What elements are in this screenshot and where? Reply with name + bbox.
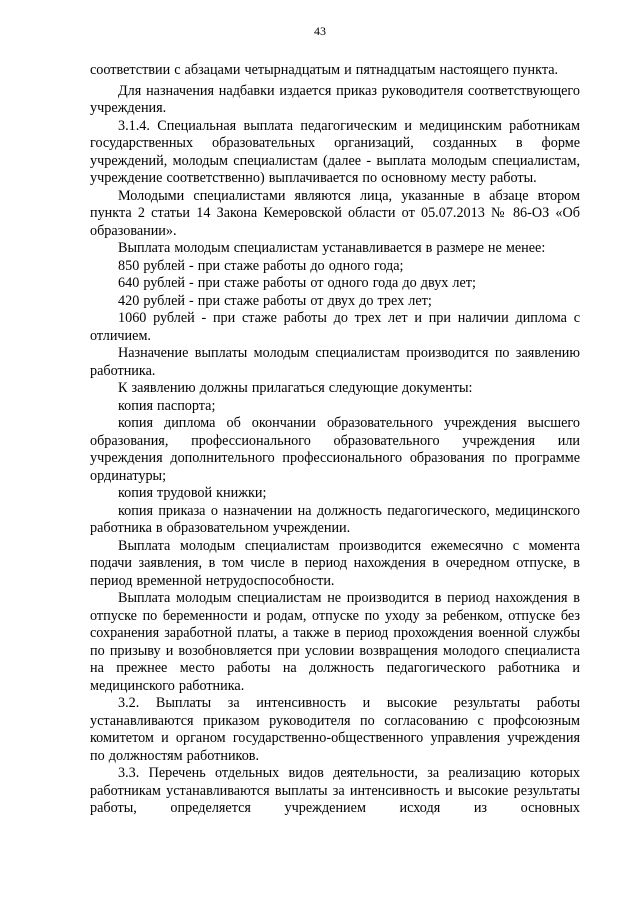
list-item-640: 640 рублей - при стаже работы от одного года до двух лет; bbox=[118, 275, 476, 291]
list-item-1060: 1060 рублей - при стаже работы до трех лет и при наличии диплома с отличием. bbox=[90, 310, 580, 344]
list-item-passport: копия паспорта; bbox=[118, 397, 216, 414]
paragraph-order-note: Для назначения надбавки издается приказ руководителя соответствующего учреждения. bbox=[90, 82, 580, 116]
paragraph-3-1-4: 3.1.4. Специальная выплата педагогическим и медицинским работникам государственных образовательных организаций, созданных в форме учреждений, молодым специалистам (далее - выплата молодым специалистам, учреждение соответственно) выплачивается по основному месту работы. bbox=[90, 117, 580, 186]
list-item-work-book: копия трудовой книжки; bbox=[118, 485, 267, 501]
paragraph-no-payment-conditions: Выплата молодым специалистам не производится в период нахождения в отпуске по беременности и родам, отпуске по уходу за ребенком, отпуске без сохранения заработной платы, а также в период прохождения военной службы по призыву и возобновляется при условии возвращения молодого специалиста на прежнее место работы на должность педагогического работника и медицинского работника. bbox=[90, 590, 580, 694]
list-item-diploma: копия диплома об окончании образовательного учреждения высшего образования, профессионального образовательного учреждения или учреждения дополнительного профессионального образования по программе ординатуры; bbox=[90, 415, 580, 484]
body-text bbox=[90, 62, 580, 818]
paragraph-monthly-payment: Выплата молодым специалистам производится ежемесячно с момента подачи заявления, в том числе в период нахождения в очередном отпуске, в период временной нетрудоспособности. bbox=[90, 537, 580, 589]
paragraph-continuation: соответствии с абзацами четырнадцатым и пятнадцатым настоящего пункта. bbox=[90, 62, 559, 78]
list-item-420: 420 рублей - при стаже работы от двух до трех лет; bbox=[118, 292, 432, 309]
paragraph-young-specialists-definition: Молодыми специалистами являются лица, указанные в абзаце втором пункта 2 статьи 14 Закона Кемеровской области от 05.07.2013 № 86-ОЗ «Об образовании». bbox=[90, 187, 580, 239]
paragraph-assignment: Назначение выплаты молодым специалистам производится по заявлению работника. bbox=[90, 345, 580, 379]
paragraph-documents-intro: К заявлению должны прилагаться следующие документы: bbox=[118, 380, 473, 396]
paragraph-payment-amount: Выплата молодым специалистам устанавливается в размере не менее: bbox=[118, 240, 546, 256]
paragraph-3-2: 3.2. Выплаты за интенсивность и высокие результаты работы устанавливаются приказом руководителя по согласованию с профсоюзным комитетом и органом государственно-общественного управления учреждения по должностям работников. bbox=[90, 695, 580, 764]
page-number: 43 bbox=[314, 24, 326, 38]
paragraph-3-3: 3.3. Перечень отдельных видов деятельности, за реализацию которых работникам устанавливаются выплаты за интенсивность и высокие результаты работы, определяется учреждением исходя из основных bbox=[90, 765, 580, 816]
list-item-appointment-order: копия приказа о назначении на должность педагогического, медицинского работника в образовательном учреждении. bbox=[90, 502, 580, 536]
list-item-850: 850 рублей - при стаже работы до одного года; bbox=[118, 257, 404, 274]
